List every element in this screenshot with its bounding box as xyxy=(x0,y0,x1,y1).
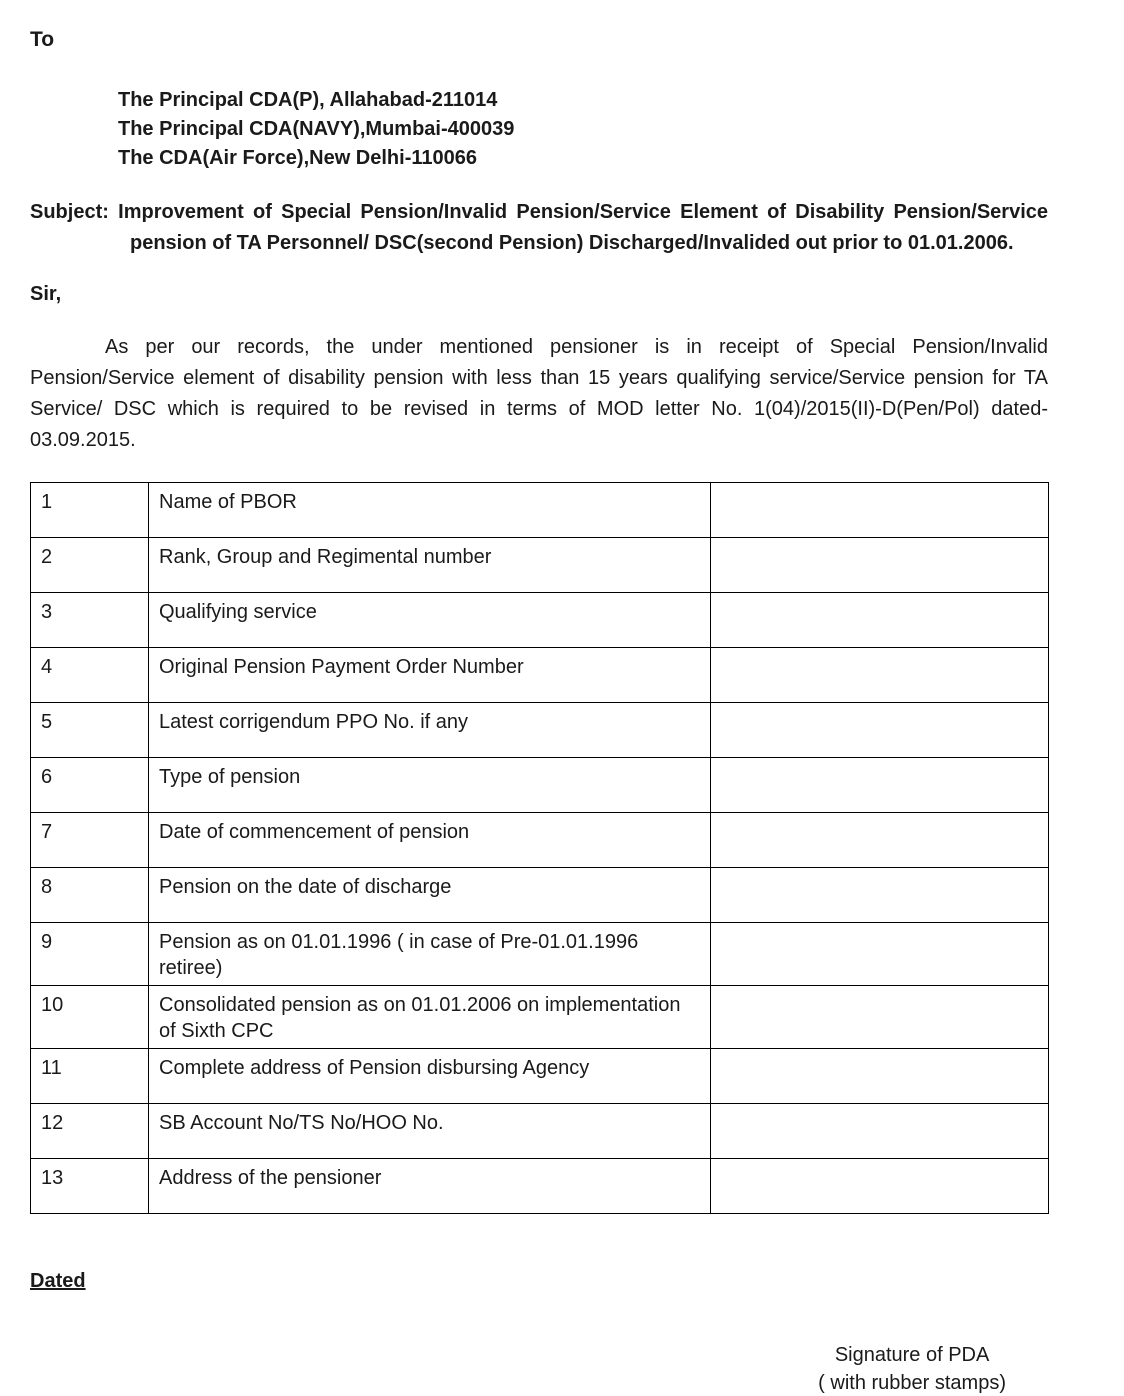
row-number: 5 xyxy=(31,703,149,758)
row-value xyxy=(711,923,1049,986)
row-value xyxy=(711,758,1049,813)
row-label: Original Pension Payment Order Number xyxy=(149,648,711,703)
table-row xyxy=(31,1049,1049,1104)
row-value xyxy=(711,483,1049,538)
table-row xyxy=(31,1104,1049,1159)
row-value xyxy=(711,648,1049,703)
address-line: The Principal CDA(NAVY),Mumbai-400039 xyxy=(118,118,515,140)
table-row xyxy=(31,868,1049,923)
subject-paragraph xyxy=(30,197,1048,259)
row-label: Complete address of Pension disbursing Agency xyxy=(149,1049,711,1104)
table-row xyxy=(31,593,1049,648)
row-number: 12 xyxy=(31,1104,149,1159)
row-value xyxy=(711,1104,1049,1159)
table-row xyxy=(31,1159,1049,1214)
row-label: Address of the pensioner xyxy=(149,1159,711,1214)
body-paragraph: As per our records, the under mentioned pensioner is in receipt of Special Pension/Invalid Pension/Service element of disability pension with less than 15 years qualifying service/Service pension for TA Service/ DSC which is required to be revised in terms of MOD letter No. 1(04)/2015(II)-D(Pen/Pol) dated-03.09.2015. xyxy=(30,336,1048,451)
row-label: Rank, Group and Regimental number xyxy=(149,538,711,593)
table-row xyxy=(31,703,1049,758)
table-row xyxy=(31,758,1049,813)
row-label: Date of commencement of pension xyxy=(149,813,711,868)
table-row xyxy=(31,538,1049,593)
row-label: Pension as on 01.01.1996 ( in case of Pre-01.01.1996 retiree) xyxy=(149,923,711,986)
row-value xyxy=(711,868,1049,923)
row-number: 2 xyxy=(31,538,149,593)
to-label: To xyxy=(30,28,55,51)
signature-line: Signature of PDA xyxy=(834,1344,990,1366)
row-number: 3 xyxy=(31,593,149,648)
address-line: The CDA(Air Force),New Delhi-110066 xyxy=(118,147,477,169)
row-value xyxy=(711,1049,1049,1104)
row-value xyxy=(711,986,1049,1049)
pension-details-table xyxy=(30,482,1049,1214)
signature-block xyxy=(818,1341,1006,1396)
signature-line: ( with rubber stamps) xyxy=(818,1372,1006,1394)
row-label: Type of pension xyxy=(149,758,711,813)
row-label: Pension on the date of discharge xyxy=(149,868,711,923)
table-row xyxy=(31,813,1049,868)
row-value xyxy=(711,1159,1049,1214)
row-number: 6 xyxy=(31,758,149,813)
row-label: SB Account No/TS No/HOO No. xyxy=(149,1104,711,1159)
row-value xyxy=(711,593,1049,648)
row-label: Latest corrigendum PPO No. if any xyxy=(149,703,711,758)
table-row xyxy=(31,923,1049,986)
row-value xyxy=(711,538,1049,593)
row-number: 9 xyxy=(31,923,149,986)
address-block xyxy=(118,86,1048,173)
address-line: The Principal CDA(P), Allahabad-211014 xyxy=(118,89,498,111)
row-number: 10 xyxy=(31,986,149,1049)
row-number: 11 xyxy=(31,1049,149,1104)
table-row xyxy=(31,986,1049,1049)
row-number: 8 xyxy=(31,868,149,923)
row-label: Qualifying service xyxy=(149,593,711,648)
row-value xyxy=(711,703,1049,758)
row-number: 1 xyxy=(31,483,149,538)
row-number: 4 xyxy=(31,648,149,703)
salutation: Sir, xyxy=(30,283,62,305)
row-number: 13 xyxy=(31,1159,149,1214)
subject-label: Subject: xyxy=(30,201,109,223)
subject-text: Improvement of Special Pension/Invalid Pension/Service Element of Disability Pension/Service pension of TA Personnel/ DSC(second Pension) Discharged/Invalided out prior to 01.01.2006. xyxy=(118,201,1048,254)
table-row xyxy=(31,648,1049,703)
row-label: Name of PBOR xyxy=(149,483,711,538)
dated-label: Dated xyxy=(30,1270,86,1292)
table-row xyxy=(31,483,1049,538)
row-number: 7 xyxy=(31,813,149,868)
row-value xyxy=(711,813,1049,868)
row-label: Consolidated pension as on 01.01.2006 on implementation of Sixth CPC xyxy=(149,986,711,1049)
